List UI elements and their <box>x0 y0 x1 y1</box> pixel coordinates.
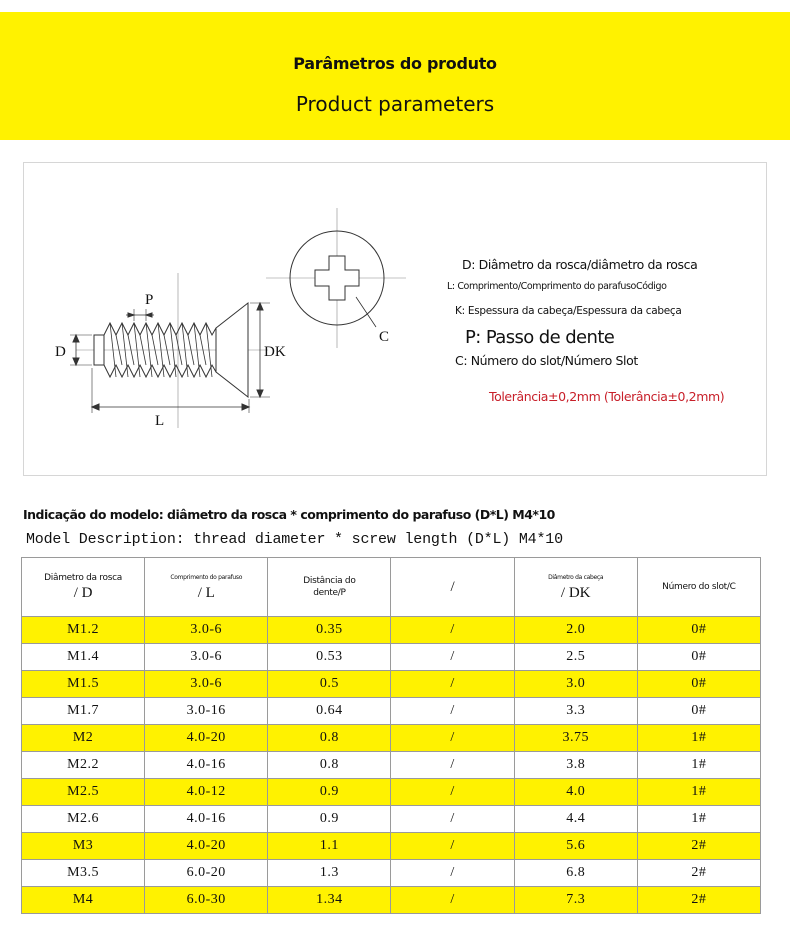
legend-pitch: P: Passo de dente <box>465 327 615 348</box>
cell-l: 4.0-12 <box>145 779 268 806</box>
cell-d: M1.2 <box>22 617 145 644</box>
cell-p: 0.53 <box>268 644 391 671</box>
spec-table <box>21 557 761 914</box>
table-row <box>22 752 761 779</box>
header-slash: / <box>391 558 514 617</box>
screw-drawing <box>24 163 766 475</box>
title-english: Product parameters <box>295 92 495 116</box>
cell-p: 0.9 <box>268 779 391 806</box>
cell-dk: 5.6 <box>514 833 637 860</box>
legend-tolerance: Tolerância±0,2mm (Tolerância±0,2mm) <box>489 389 725 404</box>
cell-slash: / <box>391 725 514 752</box>
title-portuguese: Parâmetros do produto <box>293 54 497 73</box>
cell-d: M2.2 <box>22 752 145 779</box>
table-row <box>22 887 761 914</box>
cell-dk: 2.5 <box>514 644 637 671</box>
cell-l: 4.0-20 <box>145 725 268 752</box>
cell-d: M2 <box>22 725 145 752</box>
cell-dk: 3.8 <box>514 752 637 779</box>
cell-p: 0.8 <box>268 725 391 752</box>
model-description-english: Model Description: thread diameter * screw length (D*L) M4*10 <box>26 531 563 548</box>
cell-c: 1# <box>637 725 760 752</box>
header-thread-diameter: Diâmetro da rosca / D <box>22 558 145 617</box>
cell-l: 6.0-20 <box>145 860 268 887</box>
cell-p: 1.1 <box>268 833 391 860</box>
table-row <box>22 671 761 698</box>
cell-dk: 4.0 <box>514 779 637 806</box>
cell-d: M1.4 <box>22 644 145 671</box>
cell-c: 0# <box>637 698 760 725</box>
cell-p: 0.5 <box>268 671 391 698</box>
model-description-portuguese: Indicação do modelo: diâmetro da rosca * comprimento do parafuso (D*L) M4*10 <box>23 507 555 522</box>
cell-d: M3 <box>22 833 145 860</box>
legend-head-thickness: K: Espessura da cabeça/Espessura da cabeça <box>455 305 682 317</box>
table-row <box>22 725 761 752</box>
screw-diagram-panel <box>23 162 767 476</box>
table-row <box>22 644 761 671</box>
cell-slash: / <box>391 806 514 833</box>
table-row <box>22 698 761 725</box>
cell-p: 1.34 <box>268 887 391 914</box>
cell-p: 0.9 <box>268 806 391 833</box>
cell-c: 0# <box>637 644 760 671</box>
cell-dk: 3.0 <box>514 671 637 698</box>
cell-dk: 3.75 <box>514 725 637 752</box>
cell-slash: / <box>391 671 514 698</box>
header-head-diameter: Diâmetro da cabeça / DK <box>514 558 637 617</box>
label-p: P <box>145 292 154 308</box>
table-row <box>22 779 761 806</box>
cell-c: 1# <box>637 779 760 806</box>
cell-c: 0# <box>637 671 760 698</box>
cell-c: 0# <box>637 617 760 644</box>
cell-c: 2# <box>637 860 760 887</box>
cell-slash: / <box>391 860 514 887</box>
label-l: L <box>155 413 165 429</box>
cell-p: 0.64 <box>268 698 391 725</box>
table-row <box>22 806 761 833</box>
cell-slash: / <box>391 617 514 644</box>
cell-p: 1.3 <box>268 860 391 887</box>
cell-l: 6.0-30 <box>145 887 268 914</box>
cell-c: 2# <box>637 833 760 860</box>
cell-l: 4.0-20 <box>145 833 268 860</box>
cell-c: 2# <box>637 887 760 914</box>
cell-l: 4.0-16 <box>145 806 268 833</box>
cell-slash: / <box>391 779 514 806</box>
cell-d: M2.5 <box>22 779 145 806</box>
cell-slash: / <box>391 887 514 914</box>
legend-length: L: Comprimento/Comprimento do parafusoCódigo <box>447 281 667 292</box>
cell-c: 1# <box>637 752 760 779</box>
cell-p: 0.8 <box>268 752 391 779</box>
cell-d: M1.5 <box>22 671 145 698</box>
cell-d: M2.6 <box>22 806 145 833</box>
legend-thread-diameter: D: Diâmetro da rosca/diâmetro da rosca <box>462 257 698 272</box>
label-c: C <box>379 329 390 345</box>
cell-d: M1.7 <box>22 698 145 725</box>
cell-l: 4.0-16 <box>145 752 268 779</box>
header-screw-length: Comprimento do parafuso / L <box>145 558 268 617</box>
cell-dk: 6.8 <box>514 860 637 887</box>
table-row <box>22 617 761 644</box>
header-slot-number: Número do slot/C <box>637 558 760 617</box>
cell-l: 3.0-6 <box>145 617 268 644</box>
label-d: D <box>55 344 66 360</box>
header-pitch: Distância do dente/P <box>268 558 391 617</box>
cell-dk: 7.3 <box>514 887 637 914</box>
cell-dk: 4.4 <box>514 806 637 833</box>
cell-slash: / <box>391 752 514 779</box>
table-row <box>22 833 761 860</box>
table-row <box>22 860 761 887</box>
legend-slot-number: C: Número do slot/Número Slot <box>455 353 638 368</box>
cell-slash: / <box>391 698 514 725</box>
cell-l: 3.0-6 <box>145 671 268 698</box>
header-banner <box>0 12 790 140</box>
cell-d: M3.5 <box>22 860 145 887</box>
cell-l: 3.0-6 <box>145 644 268 671</box>
cell-slash: / <box>391 833 514 860</box>
cell-dk: 3.3 <box>514 698 637 725</box>
cell-slash: / <box>391 644 514 671</box>
cell-l: 3.0-16 <box>145 698 268 725</box>
label-dk: DK <box>264 344 286 360</box>
cell-c: 1# <box>637 806 760 833</box>
cell-p: 0.35 <box>268 617 391 644</box>
cell-dk: 2.0 <box>514 617 637 644</box>
cell-d: M4 <box>22 887 145 914</box>
table-header-row <box>22 558 761 617</box>
